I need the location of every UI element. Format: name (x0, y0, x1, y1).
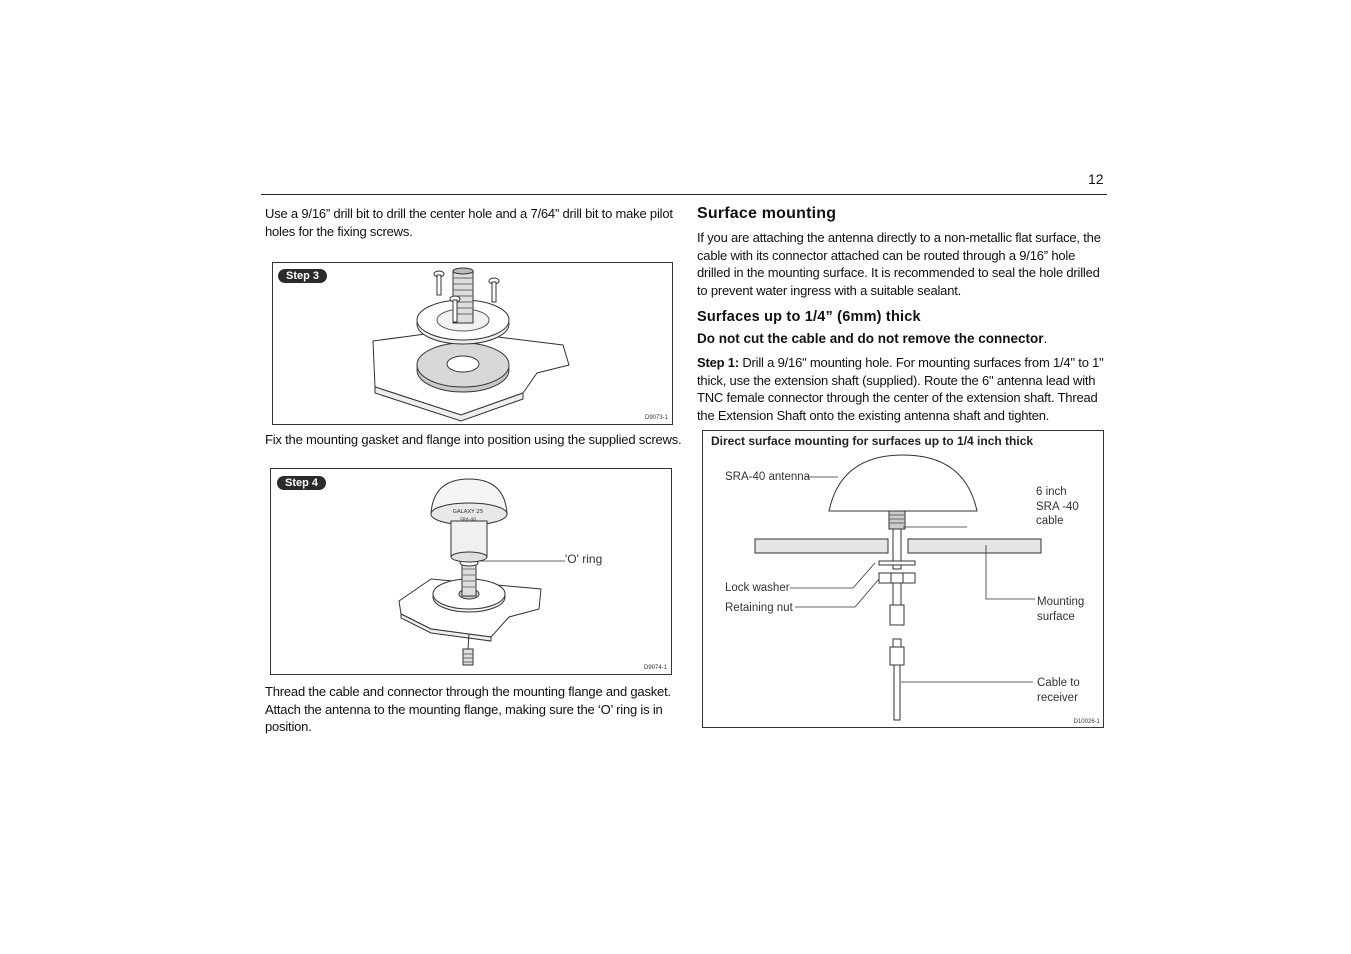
header-rule (261, 194, 1107, 195)
drill-instructions: Use a 9/16” drill bit to drill the center hole and a 7/64” drill bit to make pilot holes for the fixing screws. (265, 206, 673, 239)
cable-label-line3: cable (1036, 515, 1064, 527)
cable-warning (697, 331, 1047, 346)
subsection-heading: Surfaces up to 1/4” (6mm) thick (697, 309, 921, 325)
o-ring-label: 'O' ring (565, 552, 603, 566)
cable-receiver-line1: Cable to (1037, 677, 1080, 689)
flange-gasket-illustration (273, 263, 672, 424)
cable-warning-period: . (1043, 331, 1048, 346)
cable-label-line2: SRA -40 (1036, 500, 1079, 513)
antenna-dome-model: SRA-40 (459, 518, 477, 523)
cable-label-line1: 6 inch (1036, 486, 1067, 498)
step4-badge: Step 4 (277, 476, 326, 490)
step4-figure-id: D9074-1 (643, 665, 667, 671)
page-number: 12 (1088, 171, 1104, 187)
antenna-label: SRA-40 antenna (725, 471, 811, 483)
step3-figure-id: D9073-1 (644, 415, 668, 421)
lock-washer-label: Lock washer (725, 582, 790, 594)
step1-text: Drill a 9/16" mounting hole. For mounting surfaces from 1/4" to 1" thick, use the extension shaft (supplied). Route the 6" antenna lead with TNC female connector through the center of the extension shaft. Thread the Extension Shaft onto the existing antenna shaft and tighten. (697, 355, 1104, 423)
cable-label (1036, 485, 1096, 529)
step4-caption: Thread the cable and connector through the mounting flange and gasket. Attach the antenna to the mounting flange, making sure the ‘O’ ring is in position. (265, 684, 671, 734)
step4-figure (270, 468, 672, 675)
step3-badge: Step 3 (278, 269, 327, 283)
diagram-figure-id: D10026-1 (1073, 719, 1100, 725)
cable-warning-text: Do not cut the cable and do not remove the connector (697, 331, 1044, 346)
surface-mount-diagram (702, 430, 1104, 728)
step1-instructions (697, 354, 1107, 424)
surface-mount-intro: If you are attaching the antenna directly to a non-metallic flat surface, the cable with its connector attached can be routed through a 9/16” hole drilled in the mounting surface. It is recommended to seal the hole drilled to prevent water ingress with a suitable sealant. (697, 230, 1101, 298)
cable-receiver-line2: receiver (1037, 691, 1078, 704)
mounting-surface-line2: surface (1037, 610, 1075, 623)
antenna-dome-logo: GALAXY 25 (452, 509, 484, 515)
mounting-surface-label (1037, 595, 1099, 624)
step3-figure (272, 262, 673, 425)
antenna-flange-illustration (271, 469, 671, 674)
retaining-nut-label: Retaining nut (725, 602, 793, 614)
mounting-surface-line1: Mounting (1037, 596, 1085, 608)
step1-label: Step 1: (697, 355, 739, 370)
cable-receiver-label (1037, 676, 1099, 705)
diagram-title: Direct surface mounting for surfaces up to 1/4 inch thick (711, 434, 1034, 448)
section-heading: Surface mounting (697, 205, 837, 222)
step3-caption: Fix the mounting gasket and flange into position using the supplied screws. (265, 432, 682, 447)
